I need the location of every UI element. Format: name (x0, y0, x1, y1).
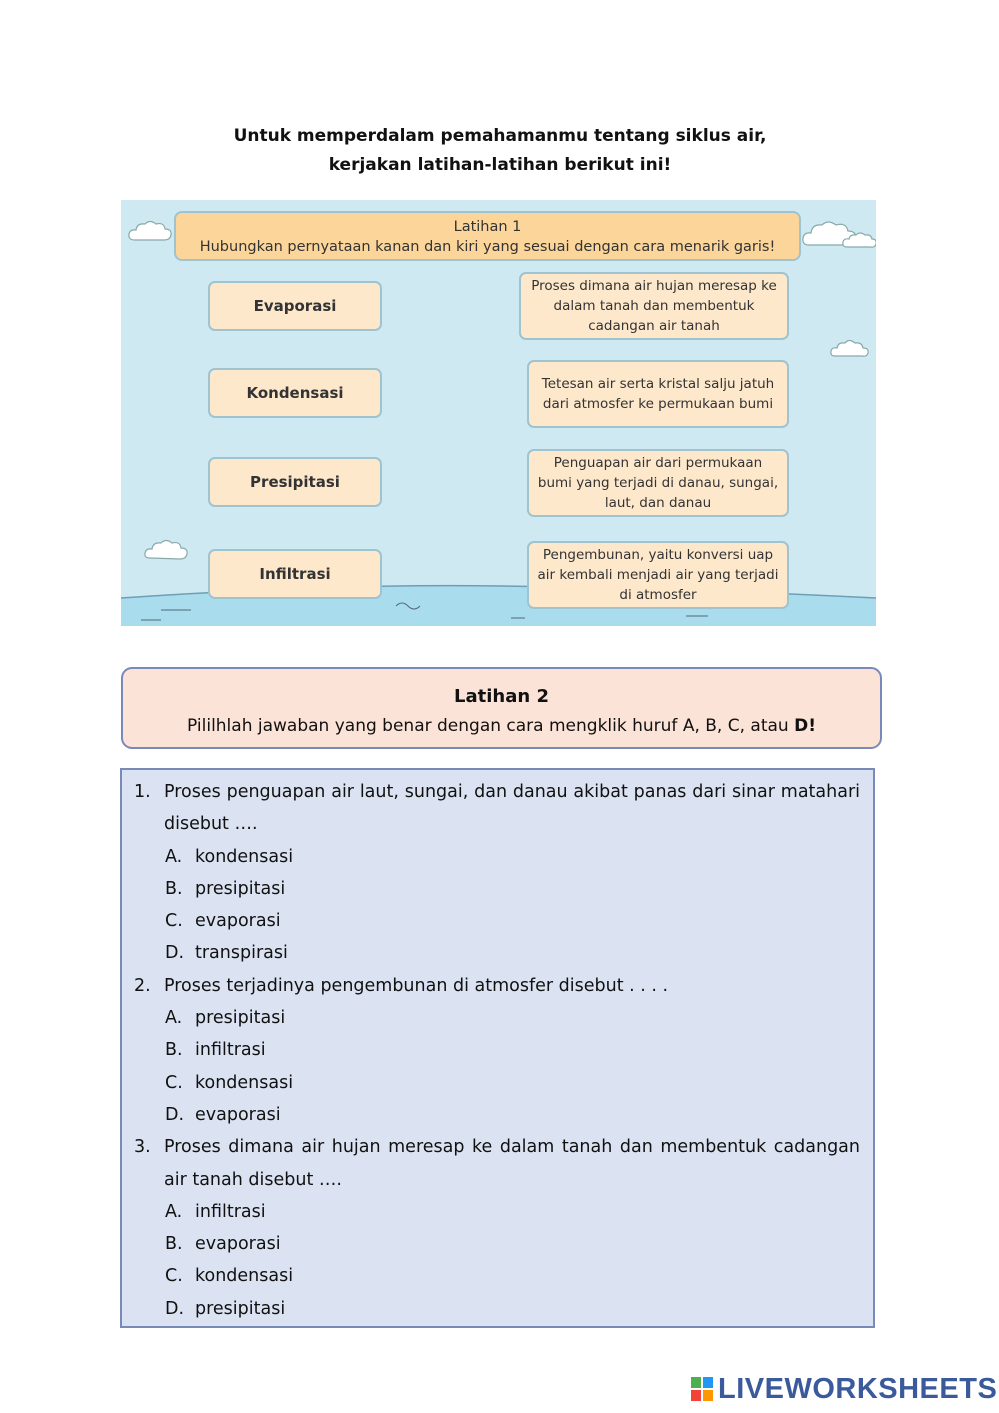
latihan2-instruction-text: Pililhlah jawaban yang benar dengan cara mengklik huruf A, B, C, atau (187, 716, 795, 736)
option-letter[interactable]: C. (165, 1072, 183, 1093)
intro-line-2: kerjakan latihan-latihan berikut ini! (328, 155, 672, 175)
question-number: 3. (134, 1137, 151, 1158)
option-letter[interactable]: A. (165, 1201, 183, 1222)
option-text: evaporasi (195, 1234, 281, 1255)
liveworksheets-logo-text: LIVEWORKSHEETS (718, 1372, 998, 1405)
definition-4[interactable]: Pengembunan, yaitu konversi uap air kembali menjadi air yang terjadi di atmosfer (527, 541, 789, 609)
option-1b[interactable] (122, 873, 873, 905)
option-text: evaporasi (195, 1104, 281, 1125)
option-letter[interactable]: A. (165, 846, 183, 867)
option-text: infiltrasi (195, 1201, 266, 1222)
option-text: evaporasi (195, 911, 281, 932)
liveworksheets-logo[interactable] (690, 1372, 997, 1406)
term-presipitasi[interactable]: Presipitasi (208, 457, 382, 507)
intro-text (120, 122, 880, 180)
option-1d[interactable] (122, 937, 873, 969)
question-number: 1. (134, 782, 151, 802)
option-text: presipitasi (195, 878, 286, 899)
option-text: presipitasi (195, 1008, 286, 1029)
option-letter[interactable]: D. (165, 1298, 185, 1319)
option-text: presipitasi (195, 1298, 286, 1319)
term-kondensasi[interactable]: Kondensasi (208, 368, 382, 418)
option-2b[interactable] (122, 1034, 873, 1066)
option-letter[interactable]: C. (165, 911, 183, 932)
option-3b[interactable] (122, 1228, 873, 1260)
definition-1[interactable]: Proses dimana air hujan meresap ke dalam tanah dan membentuk cadangan air tanah (519, 272, 789, 340)
option-letter[interactable]: A. (165, 1008, 183, 1029)
option-text: kondensasi (195, 1266, 294, 1287)
cloud-icon (127, 218, 177, 244)
option-1c[interactable] (122, 905, 873, 937)
question-2 (122, 970, 873, 1002)
latihan2-instruction (123, 713, 880, 739)
latihan1-instruction: Hubungkan pernyataan kanan dan kiri yang sesuai dengan cara menarik garis! (199, 239, 776, 255)
option-letter[interactable]: C. (165, 1266, 183, 1287)
option-3d[interactable] (122, 1293, 873, 1325)
option-2d[interactable] (122, 1099, 873, 1131)
cloud-icon (143, 536, 193, 562)
question-1 (122, 776, 873, 841)
cloud-icon (829, 336, 876, 360)
cloud-icon (801, 215, 876, 251)
question-text: Proses penguapan air laut, sungai, dan danau akibat panas dari sinar matahari disebut …. (164, 782, 860, 835)
option-2c[interactable] (122, 1067, 873, 1099)
latihan2-instruction-bold: D! (794, 716, 816, 736)
option-text: infiltrasi (195, 1040, 266, 1061)
latihan1-panel (121, 200, 876, 626)
definition-3[interactable]: Penguapan air dari permukaan bumi yang terjadi di danau, sungai, laut, dan danau (527, 449, 789, 517)
question-number: 2. (134, 975, 151, 996)
option-3a[interactable] (122, 1196, 873, 1228)
term-infiltrasi[interactable]: Infiltrasi (208, 549, 382, 599)
option-text: kondensasi (195, 1072, 294, 1093)
definition-2[interactable]: Tetesan air serta kristal salju jatuh dari atmosfer ke permukaan bumi (527, 360, 789, 428)
question-3 (122, 1131, 873, 1196)
option-3c[interactable] (122, 1260, 873, 1292)
latihan2-header (121, 667, 882, 749)
option-letter[interactable]: D. (165, 943, 185, 964)
option-text: kondensasi (195, 846, 294, 867)
question-text: Proses terjadinya pengembunan di atmosfer disebut . . . . (164, 975, 669, 996)
term-evaporasi[interactable]: Evaporasi (208, 281, 382, 331)
latihan1-title: Latihan 1 (453, 219, 522, 235)
latihan2-title: Latihan 2 (454, 686, 549, 707)
liveworksheets-logo-icon (690, 1376, 714, 1402)
question-box (120, 768, 875, 1328)
option-letter[interactable]: B. (165, 1040, 183, 1061)
option-1a[interactable] (122, 841, 873, 873)
latihan1-header (174, 211, 801, 261)
question-list (122, 770, 873, 1325)
intro-line-1: Untuk memperdalam pemahamanmu tentang siklus air, (233, 126, 767, 146)
option-letter[interactable]: D. (165, 1104, 185, 1125)
question-text: Proses dimana air hujan meresap ke dalam tanah dan membentuk cadangan air tanah disebut …. (164, 1137, 860, 1190)
option-text: transpirasi (195, 943, 288, 964)
option-2a[interactable] (122, 1002, 873, 1034)
option-letter[interactable]: B. (165, 878, 183, 899)
option-letter[interactable]: B. (165, 1234, 183, 1255)
